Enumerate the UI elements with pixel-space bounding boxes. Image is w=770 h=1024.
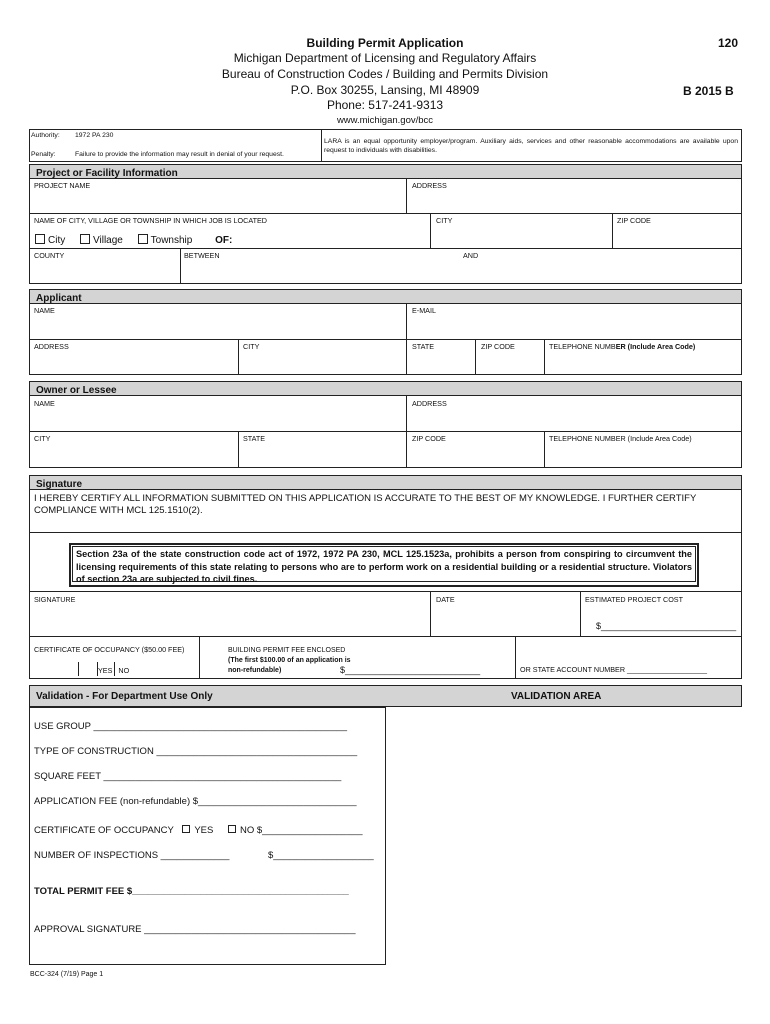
project-city-field[interactable]: CITY xyxy=(436,216,453,225)
between-field[interactable]: BETWEEN xyxy=(184,251,220,260)
fee-note-line2: non-refundable) xyxy=(228,667,282,674)
website: www.michigan.gov/bcc xyxy=(336,115,434,126)
validation-coo-no[interactable]: NO $___________________ xyxy=(228,825,363,836)
owner-zip-field[interactable]: ZIP CODE xyxy=(412,434,446,443)
project-block xyxy=(29,178,742,284)
estimated-cost-field[interactable]: $___________________________ xyxy=(596,621,737,631)
section-header-owner: Owner or Lessee xyxy=(29,381,742,396)
section-23a-box xyxy=(69,543,699,587)
form-id: BCC-324 (7/19) Page 1 xyxy=(30,971,104,978)
coo-yes-checkbox[interactable] xyxy=(78,662,98,676)
checkbox-icon xyxy=(138,234,148,244)
inspections-fee-field[interactable]: $___________________ xyxy=(268,850,374,861)
fee-enclosed-field[interactable]: $___________________________ xyxy=(340,665,481,675)
checkbox-icon xyxy=(80,234,90,244)
applicant-address-field[interactable]: ADDRESS xyxy=(34,342,69,351)
township-checkbox[interactable]: Township xyxy=(138,235,193,246)
form-title: Building Permit Application xyxy=(306,36,464,50)
applicant-zip-field[interactable]: ZIP CODE xyxy=(481,342,515,351)
fee-enclosed-label: BUILDING PERMIT FEE ENCLOSED xyxy=(228,647,346,654)
checkbox-icon xyxy=(35,234,45,244)
approval-signature-field[interactable]: APPROVAL SIGNATURE ________________________________________ xyxy=(34,924,356,935)
date-field[interactable]: DATE xyxy=(436,595,455,604)
city-checkbox[interactable]: City xyxy=(35,235,65,246)
construction-type-field[interactable]: TYPE OF CONSTRUCTION ______________________________________ xyxy=(34,746,358,757)
application-fee-field[interactable]: APPLICATION FEE (non-refundable) $______________________________ xyxy=(34,796,357,807)
validation-area-label: VALIDATION AREA xyxy=(511,691,602,702)
department-name: Michigan Department of Licensing and Regulatory Affairs xyxy=(233,51,537,65)
owner-address-field[interactable]: ADDRESS xyxy=(412,399,447,408)
validation-coo-row: CERTIFICATE OF OCCUPANCY YES NO $___________________ xyxy=(34,825,363,836)
square-feet-field[interactable]: SQUARE FEET _____________________________________________ xyxy=(34,771,342,782)
county-field[interactable]: COUNTY xyxy=(34,251,65,260)
village-checkbox[interactable]: Village xyxy=(80,235,123,246)
mailing-address: P.O. Box 30255, Lansing, MI 48909 xyxy=(290,83,480,97)
project-address-field[interactable]: ADDRESS xyxy=(412,181,447,190)
applicant-name-field[interactable]: NAME xyxy=(34,306,55,315)
and-field[interactable]: AND xyxy=(463,251,479,260)
checkbox-icon xyxy=(228,825,236,833)
owner-name-field[interactable]: NAME xyxy=(34,399,55,408)
section-header-applicant: Applicant xyxy=(29,289,742,304)
project-zip-field[interactable]: ZIP CODE xyxy=(617,216,651,225)
penalty-label: Penalty: xyxy=(31,151,56,158)
bureau-name: Bureau of Construction Codes / Building and Permits Division xyxy=(221,67,549,81)
applicant-state-field[interactable]: STATE xyxy=(412,342,435,351)
section-header-validation: Validation - For Department Use Only VALIDATION AREA xyxy=(29,685,742,707)
form-code: B 2015 B xyxy=(683,84,734,98)
form-number: 120 xyxy=(718,36,739,50)
phone-number: Phone: 517-241-9313 xyxy=(326,98,444,112)
applicant-email-field[interactable]: E-MAIL xyxy=(412,306,436,315)
section-header-project: Project or Facility Information xyxy=(29,164,742,179)
signature-field[interactable]: SIGNATURE xyxy=(34,595,76,604)
owner-phone-field[interactable]: TELEPHONE NUMBER (Include Area Code) xyxy=(549,434,692,443)
penalty-value: Failure to provide the information may result in denial of your request. xyxy=(75,151,284,158)
authority-value: 1972 PA 230 xyxy=(75,132,114,139)
municipality-field[interactable]: NAME OF CITY, VILLAGE OR TOWNSHIP IN WHICH JOB IS LOCATED xyxy=(34,216,267,225)
municipality-type-options xyxy=(35,234,232,246)
lara-notice: LARA is an equal opportunity employer/program. Auxiliary aids, services and other reasonable accommodations are available upon request to individuals with disabilities. xyxy=(324,138,738,154)
total-permit-fee-field[interactable]: TOTAL PERMIT FEE $_________________________________________ xyxy=(34,886,349,897)
applicant-phone-field[interactable]: TELEPHONE NUMBER (Include Area Code) xyxy=(549,342,696,351)
checkbox-icon xyxy=(182,825,190,833)
state-account-field[interactable]: OR STATE ACCOUNT NUMBER ____________________ xyxy=(520,665,707,674)
use-group-field[interactable]: USE GROUP ________________________________________________ xyxy=(34,721,348,732)
section-header-signature: Signature xyxy=(29,475,742,490)
section-23a-text: Section 23a of the state construction code act of 1972, 1972 PA 230, MCL 125.1523a, prohibits a person from conspiring to circumvent the licensing requirements of this state relating to persons who are to perform work on a residential building or a residential structure. Violators of section 23a are subjected to civil fines. xyxy=(72,546,696,582)
project-name-field[interactable]: PROJECT NAME xyxy=(34,181,91,190)
validation-coo-yes[interactable]: YES xyxy=(182,825,213,836)
inspections-count-field[interactable]: NUMBER OF INSPECTIONS _____________ xyxy=(34,850,230,861)
coo-yes-no: YES NO xyxy=(78,662,129,678)
certification-text: I HEREBY CERTIFY ALL INFORMATION SUBMITTED ON THIS APPLICATION IS ACCURATE TO THE BEST OF MY KNOWLEDGE. I FURTHER CERTIFY COMPLIANCE WITH MCL 125.1510(2). xyxy=(34,493,697,516)
estimated-cost-label: ESTIMATED PROJECT COST xyxy=(585,595,683,604)
coo-no-checkbox[interactable] xyxy=(114,662,116,676)
owner-city-field[interactable]: CITY xyxy=(34,434,51,443)
applicant-city-field[interactable]: CITY xyxy=(243,342,260,351)
of-label: OF: xyxy=(215,235,233,246)
owner-state-field[interactable]: STATE xyxy=(243,434,266,443)
fee-note-line1: (The first $100.00 of an application is xyxy=(228,657,351,664)
coo-fee-label: CERTIFICATE OF OCCUPANCY ($50.00 FEE) xyxy=(34,645,185,654)
authority-label: Authority: xyxy=(31,132,60,139)
